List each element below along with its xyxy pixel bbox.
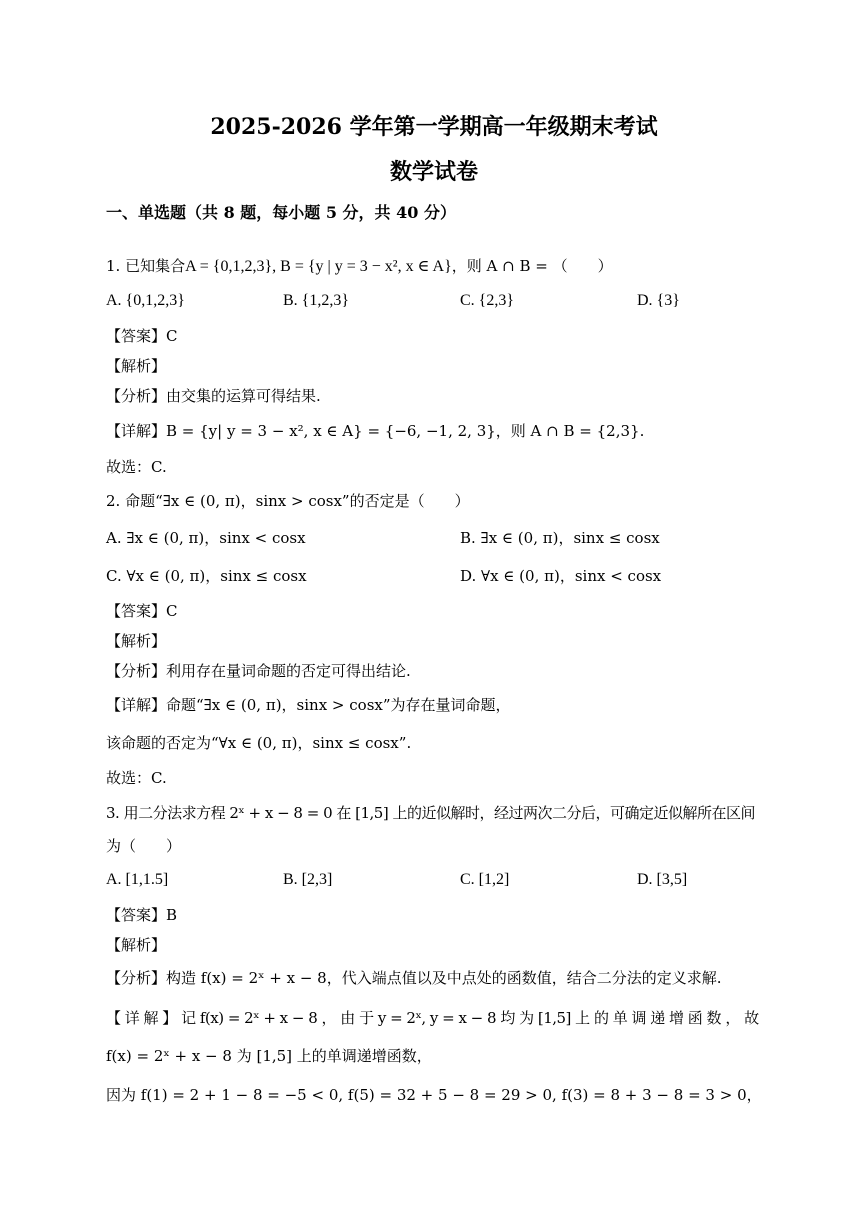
q3-option-d: D. [3,5] — [637, 871, 688, 888]
q1-stem-prefix: 1. 已知集合 — [106, 257, 186, 275]
q1-stem-math: A = {0,1,2,3}, B = {y | y = 3 − x², x ∈ A} — [185, 258, 452, 275]
q3-answer: 【答案】B — [106, 906, 178, 924]
q1-detail: 【详解】B = {y| y = 3 − x², x ∈ A} = {−6, −1, 2, 3}，则 A ∩ B = {2,3}. — [106, 422, 645, 440]
q3-jiexi: 【解析】 — [106, 936, 167, 954]
q2-detail-2: 该命题的否定为“∀x ∈ (0, π)，sinx ≤ cosx”. — [106, 734, 412, 752]
exam-subtitle: 数学试卷 — [389, 159, 478, 185]
exam-title: 2025-2026 学年第一学期高一年级期末考试 — [210, 114, 658, 140]
section-heading: 一、单选题（共 8 题，每小题 5 分，共 40 分） — [106, 203, 456, 222]
q3-fenxi: 【分析】构造 f(x) = 2ˣ + x − 8，代入端点值以及中点处的函数值，结合二分法的定义求解. — [106, 969, 722, 987]
q1-stem-suffix: ，则 A ∩ B = （ ） — [451, 257, 613, 275]
q3-detail-3: 因为 f(1) = 2 + 1 − 8 = −5 < 0, f(5) = 32 + 5 − 8 = 29 > 0, f(3) = 8 + 3 − 8 = 3 > 0， — [106, 1086, 762, 1104]
q3-stem-2: 为（ ） — [106, 837, 182, 855]
q2-option-c: C. ∀x ∈ (0, π)，sinx ≤ cosx — [106, 567, 307, 585]
q1-option-c: C. {2,3} — [460, 292, 515, 309]
q2-option-b: B. ∃x ∈ (0, π)，sinx ≤ cosx — [460, 529, 660, 547]
q2-answer: 【答案】C — [106, 602, 178, 620]
q3-stem-1: 3. 用二分法求方程 2ˣ + x − 8 = 0 在 [1,5] 上的近似解时，经过两次二分后，可确定近似解所在区间 — [106, 804, 755, 822]
q1-stem — [106, 256, 613, 277]
q3-detail-2: f(x) = 2ˣ + x − 8 为 [1,5] 上的单调递增函数， — [106, 1047, 432, 1065]
q2-option-d: D. ∀x ∈ (0, π)，sinx < cosx — [460, 567, 662, 585]
q1-answer: 【答案】C — [106, 327, 178, 345]
q3-detail-1: 【 详 解 】 记 f(x) = 2ˣ + x − 8 ， 由 于 y = 2ˣ, y = x − 8 均 为 [1,5] 上 的 单 调 递 增 函 数 ， 故 — [106, 1009, 759, 1027]
q1-option-b: B. {1,2,3} — [283, 292, 350, 309]
q2-jiexi: 【解析】 — [106, 632, 167, 650]
q2-fenxi: 【分析】利用存在量词命题的否定可得出结论. — [106, 662, 411, 680]
q2-stem: 2. 命题“∃x ∈ (0, π)，sinx > cosx”的否定是（ ） — [106, 492, 470, 510]
q3-option-b: B. [2,3] — [283, 871, 333, 888]
q1-conclusion: 故选：C. — [106, 458, 167, 476]
q1-option-a: A. {0,1,2,3} — [106, 292, 185, 309]
q1-fenxi: 【分析】由交集的运算可得结果. — [106, 387, 321, 405]
q2-option-a: A. ∃x ∈ (0, π)，sinx < cosx — [106, 529, 306, 547]
q1-option-d: D. {3} — [637, 292, 680, 309]
q2-detail-1: 【详解】命题“∃x ∈ (0, π)，sinx > cosx”为存在量词命题， — [106, 696, 511, 714]
q3-option-c: C. [1,2] — [460, 871, 510, 888]
q2-conclusion: 故选：C. — [106, 769, 167, 787]
q1-jiexi: 【解析】 — [106, 357, 167, 375]
q3-option-a: A. [1,1.5] — [106, 871, 169, 888]
